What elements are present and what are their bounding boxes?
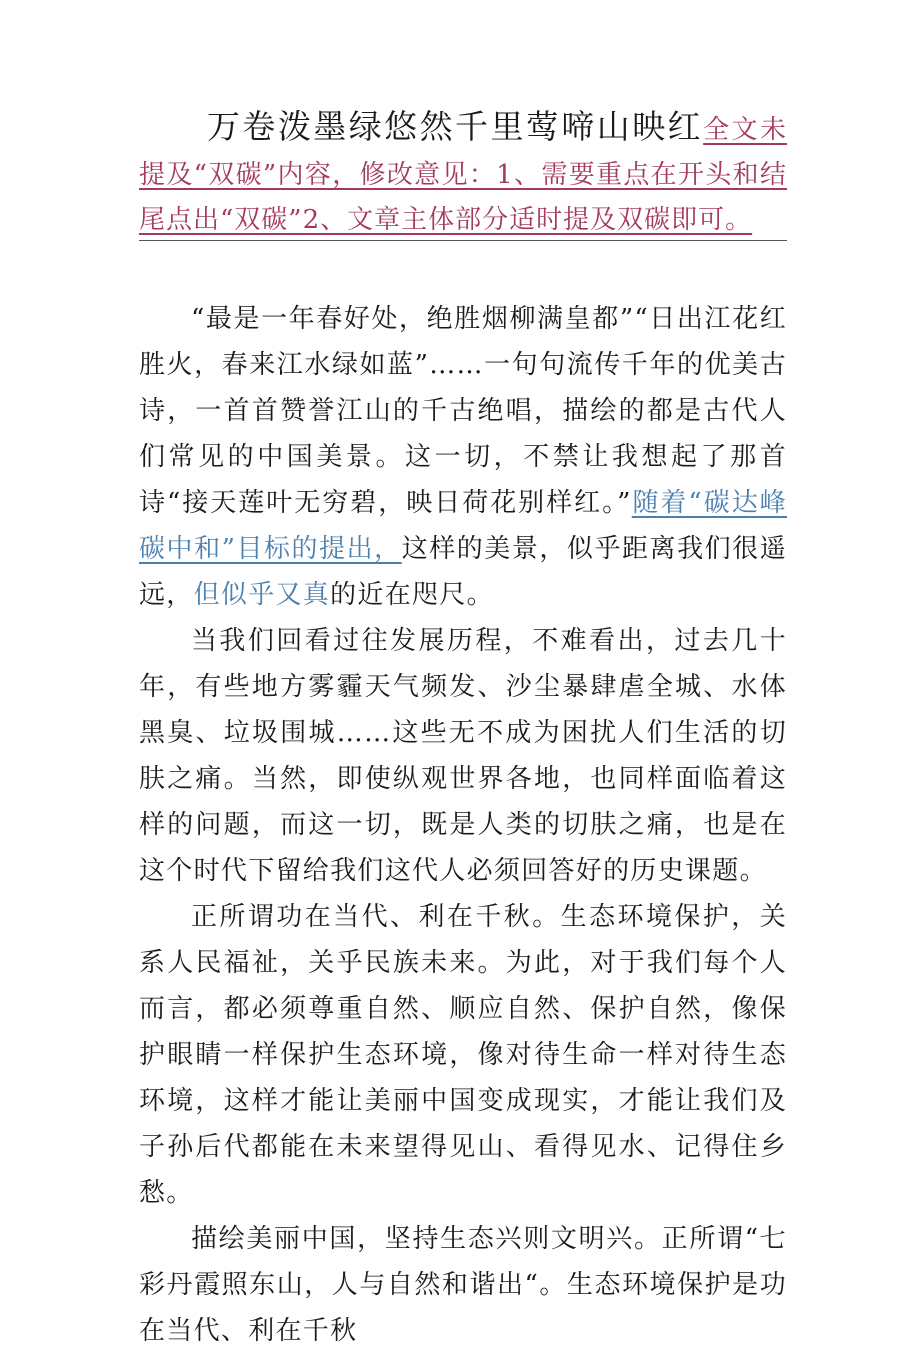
reviewer-comment[interactable]: 全文未提及“双碳”内容，修改意见：1、需要重点在开头和结尾点出“双碳”2、文章主体部分适时提及双碳即可。 [139,115,787,235]
paragraph-2: 当我们回看过往发展历程，不难看出，过去几十年，有些地方雾霾天气频发、沙尘暴肆虐全城、水体黑臭、垃圾围城……这些无不成为困扰人们生活的切肤之痛。当然，即使纵观世界各地，也同样面临着这样的问题，而这一切，既是人类的切肤之痛，也是在这个时代下留给我们这代人必须回答好的历史课题。 [139,626,787,886]
paragraph-1-middle: 这样的美景，似乎距离我们很遥远， [139,534,787,610]
document-body [139,296,787,1354]
paragraph-1-text: “最是一年春好处，绝胜烟柳满皇都”“日出江花红胜火，春来江水绿如蓝”……一句句流传千年的优美古诗，一首首赞誉江山的千古绝唱，描绘的都是古代人们常见的中国美景。这一切，不禁让我想起了那首诗“接天莲叶无穷碧，映日荷花别样红。” [139,304,787,518]
header-divider [139,240,787,241]
document-title: 万卷泼墨绿悠然千里莺啼山映红 [207,107,704,146]
paragraph-1 [139,296,787,618]
paragraph-4: 描绘美丽中国，坚持生态兴则文明兴。正所谓“七彩丹霞照东山，人与自然和谐出“。生态环境保护是功在当代、利在千秋 [139,1224,787,1346]
tracked-change-text[interactable]: 但似乎又真 [193,580,331,610]
document-header [139,104,787,243]
paragraph-1-end: 的近在咫尺。 [330,580,494,610]
tracked-insertion[interactable]: 随着“碳达峰碳中和”目标的提出， [139,488,787,564]
paragraph-3: 正所谓功在当代、利在千秋。生态环境保护，关系人民福祉，关乎民族未来。为此，对于我们每个人而言，都必须尊重自然、顺应自然、保护自然，像保护眼睛一样保护生态环境，像对待生命一样对待生态环境，这样才能让美丽中国变成现实，才能让我们及子孙后代都能在未来望得见山、看得见水、记得住乡愁。 [139,902,787,1208]
